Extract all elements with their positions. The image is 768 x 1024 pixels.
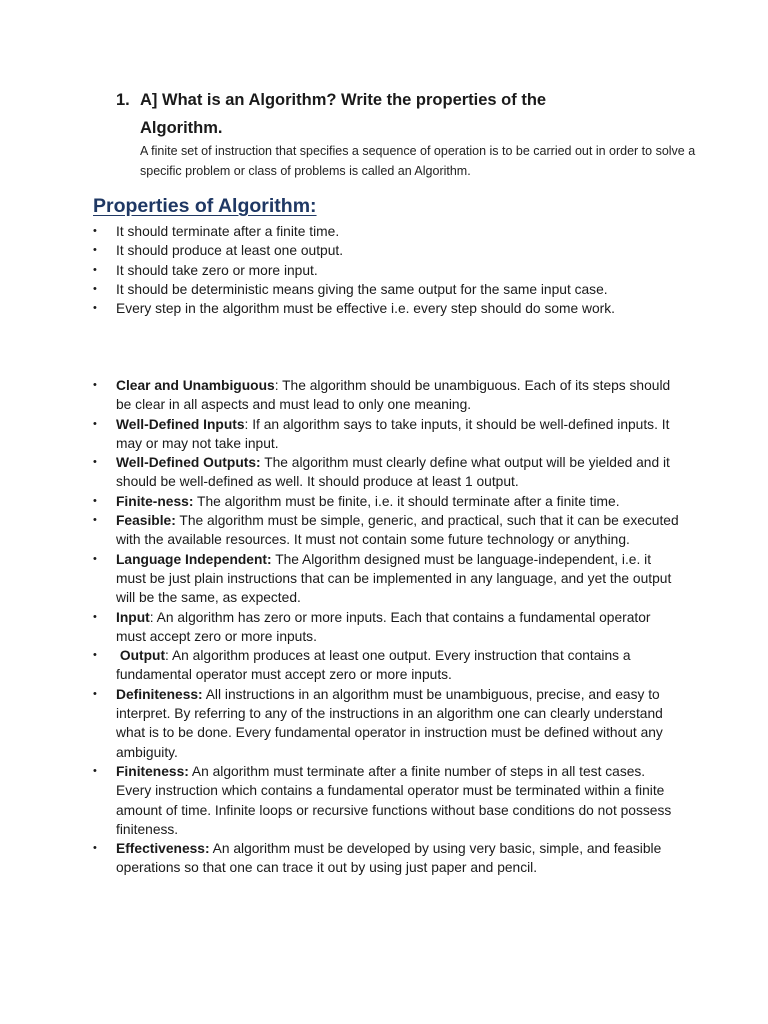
list-item-text: It should be deterministic means giving the same output for the same input case. <box>116 281 608 297</box>
property-description: The algorithm must be simple, generic, and practical, such that it can be executed with the available resources. It must not contain some future technology or anything. <box>116 513 679 548</box>
list-item <box>93 762 683 839</box>
list-item <box>93 511 683 550</box>
bullet-icon: • <box>93 263 97 276</box>
list-item <box>93 453 683 492</box>
answer-paragraph: A finite set of instruction that specifies a sequence of operation is to be carried out in order to solve a specific problem or class of problems is called an Algorithm. <box>140 144 696 178</box>
question-text-line1: A] What is an Algorithm? Write the properties of the <box>140 91 547 109</box>
property-description: An algorithm must be developed by using very basic, simple, and feasible operations so that one can trace it out by using just paper and pencil. <box>116 841 662 876</box>
property-term: Output <box>116 648 166 664</box>
question-heading <box>116 86 716 142</box>
bullet-icon: • <box>93 244 97 257</box>
property-description: An algorithm must terminate after a finite number of steps in all test cases. Every instruction which contains a fundamental operator must be terminated within a finite amount of time. Infinite loops or recursive functions without base conditions do not possess finiteness. <box>116 763 672 837</box>
bullet-icon: • <box>93 514 97 527</box>
property-term: Input <box>116 609 150 625</box>
bullet-icon: • <box>93 842 97 855</box>
list-item <box>93 241 683 260</box>
list-item <box>93 685 683 762</box>
bullet-icon: • <box>93 282 97 295</box>
list-item <box>93 280 683 299</box>
list-item <box>93 608 683 647</box>
bullet-icon: • <box>93 456 97 469</box>
property-description: All instructions in an algorithm must be unambiguous, precise, and easy to interpret. By referring to any of the instructions in an algorithm one can clearly understand what is to be done. Every fundamental operator in instruction must be defined without any ambiguity. <box>116 686 663 760</box>
list-item <box>93 222 683 241</box>
bullet-icon: • <box>93 379 97 391</box>
bullet-icon: • <box>93 649 97 662</box>
bullet-icon: • <box>93 552 97 565</box>
list-item <box>93 415 683 454</box>
property-term: Feasible: <box>116 513 176 529</box>
question-number: 1. <box>116 91 130 109</box>
list-item-text: It should take zero or more input. <box>116 262 318 278</box>
property-term: Effectiveness: <box>116 841 210 857</box>
property-description: : An algorithm has zero or more inputs. Each that contains a fundamental operator must accept zero or more inputs. <box>116 609 651 644</box>
bullet-icon: • <box>93 764 97 777</box>
list-item-text: It should terminate after a finite time. <box>116 224 340 239</box>
property-description: : If an algorithm says to take inputs, it should be well-defined inputs. It may or may not take input. <box>116 416 670 451</box>
bullet-icon: • <box>93 687 97 700</box>
list-item <box>93 492 683 511</box>
list-item <box>93 261 683 280</box>
detailed-properties-list <box>93 376 683 878</box>
bullet-icon: • <box>93 302 97 315</box>
simple-properties-list <box>93 222 683 318</box>
property-description: The Algorithm designed must be language-independent, i.e. it must be just plain instructions that can be implemented in any language, and yet the output will be the same, as expected. <box>116 551 672 606</box>
list-item <box>93 839 683 878</box>
bullet-icon: • <box>93 610 97 623</box>
property-term: Clear and Unambiguous <box>116 378 275 393</box>
property-term: Definiteness: <box>116 686 203 702</box>
list-item <box>93 376 683 415</box>
bullet-icon: • <box>93 494 97 507</box>
property-description: : An algorithm produces at least one output. Every instruction that contains a fundamental operator must accept zero or more inputs. <box>116 648 631 683</box>
property-term: Finite-ness: <box>116 493 194 509</box>
property-description: : The algorithm should be unambiguous. Each of its steps should be clear in all aspects and must lead to only one meaning. <box>116 378 671 413</box>
property-term: Finiteness: <box>116 763 189 779</box>
property-term: Well-Defined Outputs: <box>116 455 261 471</box>
list-item <box>93 299 683 318</box>
property-term: Language Independent: <box>116 551 272 567</box>
section-title: Properties of Algorithm: <box>93 195 317 217</box>
bullet-icon: • <box>93 225 97 237</box>
property-description: The algorithm must be finite, i.e. it should terminate after a finite time. <box>193 493 620 509</box>
property-description: The algorithm must clearly define what output will be yielded and it should be well-defined as well. It should produce at least 1 output. <box>116 455 670 490</box>
list-item <box>93 550 683 608</box>
list-item-text: Every step in the algorithm must be effective i.e. every step should do some work. <box>116 301 615 317</box>
question-text-line2: Algorithm. <box>140 119 223 137</box>
list-item <box>93 646 683 685</box>
bullet-icon: • <box>93 417 97 430</box>
property-term: Well-Defined Inputs <box>116 416 245 432</box>
list-item-text: It should produce at least one output. <box>116 243 344 259</box>
